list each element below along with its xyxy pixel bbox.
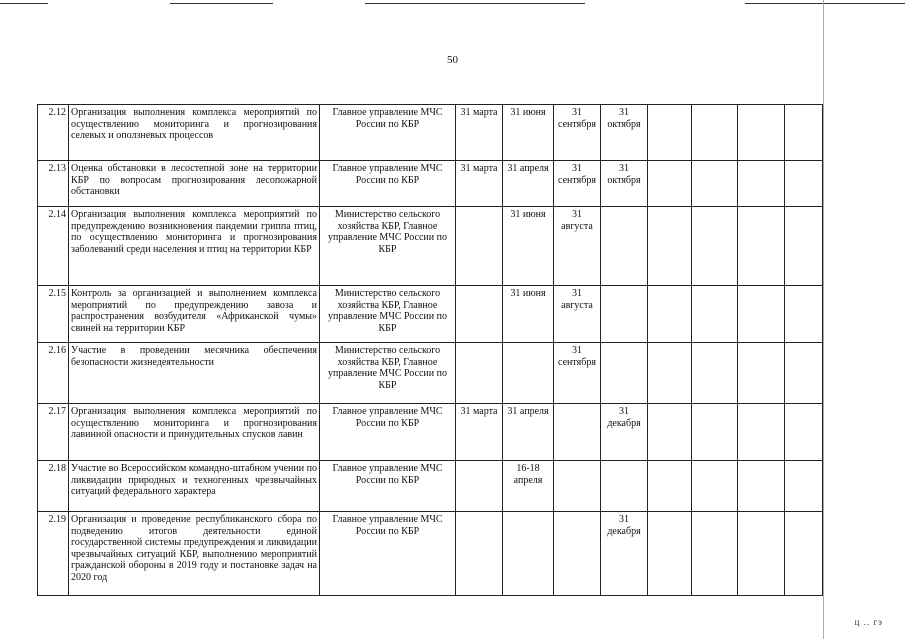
row-number: 2.13 — [38, 161, 69, 207]
event-description: Организация выполнения комплекса мероприятий по предупреждению возникновения пандемии гриппа птиц, по осуществлению мониторинга и прогнозирования заболеваний среди населения и птиц на территории КБР — [69, 207, 320, 286]
deadline-q4 — [601, 207, 648, 286]
plan-table — [37, 104, 823, 596]
table-row — [38, 207, 823, 286]
top-rule-3 — [365, 3, 585, 4]
deadline-q2: 31 апреля — [503, 161, 554, 207]
empty-cell — [648, 461, 692, 512]
deadline-q2: 31 апреля — [503, 404, 554, 461]
deadline-q3: 31 августа — [554, 207, 601, 286]
empty-cell — [648, 343, 692, 404]
empty-cell — [785, 512, 823, 596]
responsible-body: Министерство сельского хозяйства КБР, Главное управление МЧС России по КБР — [320, 343, 456, 404]
empty-cell — [692, 105, 738, 161]
responsible-body: Министерство сельского хозяйства КБР, Главное управление МЧС России по КБР — [320, 286, 456, 343]
top-rule-2 — [170, 3, 273, 4]
empty-cell — [785, 207, 823, 286]
empty-cell — [692, 461, 738, 512]
deadline-q4: 31 октября — [601, 161, 648, 207]
deadline-q2: 16-18 апреля — [503, 461, 554, 512]
deadline-q3: 31 сентября — [554, 343, 601, 404]
table-row — [38, 286, 823, 343]
page-number: 50 — [447, 54, 458, 66]
deadline-q4 — [601, 461, 648, 512]
empty-cell — [692, 343, 738, 404]
empty-cell — [785, 105, 823, 161]
event-description: Контроль за организацией и выполнением комплекса мероприятий по предупреждению завоза и распространения возбудителя «Африканской чумы» свиней на территории КБР — [69, 286, 320, 343]
row-number: 2.12 — [38, 105, 69, 161]
responsible-body: Главное управление МЧС России по КБР — [320, 105, 456, 161]
row-number: 2.15 — [38, 286, 69, 343]
row-number: 2.16 — [38, 343, 69, 404]
deadline-q1 — [456, 286, 503, 343]
table-row — [38, 404, 823, 461]
empty-cell — [738, 461, 785, 512]
empty-cell — [785, 404, 823, 461]
empty-cell — [785, 343, 823, 404]
table-row — [38, 105, 823, 161]
deadline-q4: 31 октября — [601, 105, 648, 161]
empty-cell — [738, 207, 785, 286]
deadline-q3: 31 сентября — [554, 105, 601, 161]
responsible-body: Министерство сельского хозяйства КБР, Главное управление МЧС России по КБР — [320, 207, 456, 286]
deadline-q3 — [554, 461, 601, 512]
deadline-q4 — [601, 286, 648, 343]
deadline-q1 — [456, 207, 503, 286]
empty-cell — [692, 404, 738, 461]
responsible-body: Главное управление МЧС России по КБР — [320, 461, 456, 512]
row-number: 2.19 — [38, 512, 69, 596]
corner-mark: ц .. гэ — [854, 617, 883, 627]
deadline-q1: 31 марта — [456, 161, 503, 207]
table-row — [38, 343, 823, 404]
margin-line — [823, 0, 824, 639]
deadline-q3 — [554, 404, 601, 461]
event-description: Оценка обстановки в лесостепной зоне на территории КБР по вопросам прогнозирования лесопожарной обстановки — [69, 161, 320, 207]
event-description: Организация выполнения комплекса мероприятий по осуществлению мониторинга и прогнозирования лавинной опасности и принудительных спусков лавин — [69, 404, 320, 461]
empty-cell — [692, 286, 738, 343]
empty-cell — [648, 207, 692, 286]
deadline-q4: 31 декабря — [601, 404, 648, 461]
empty-cell — [648, 105, 692, 161]
responsible-body: Главное управление МЧС России по КБР — [320, 161, 456, 207]
top-rule-4 — [745, 3, 905, 4]
deadline-q2: 31 июня — [503, 286, 554, 343]
event-description: Участие в проведении месячника обеспечения безопасности жизнедеятельности — [69, 343, 320, 404]
table-body — [38, 105, 823, 596]
row-number: 2.17 — [38, 404, 69, 461]
empty-cell — [648, 286, 692, 343]
empty-cell — [738, 343, 785, 404]
responsible-body: Главное управление МЧС России по КБР — [320, 512, 456, 596]
deadline-q1: 31 марта — [456, 105, 503, 161]
event-description: Организация выполнения комплекса мероприятий по осуществлению мониторинга и прогнозирования селевых и оползневых процессов — [69, 105, 320, 161]
empty-cell — [648, 512, 692, 596]
deadline-q1 — [456, 343, 503, 404]
event-description: Участие во Всероссийском командно-штабном учении по ликвидации природных и техногенных чрезвычайных ситуаций федерального характера — [69, 461, 320, 512]
empty-cell — [648, 404, 692, 461]
event-description: Организация и проведение республиканского сбора по подведению итогов деятельности единой государственной системы предупреждения и ликвидации чрезвычайных ситуаций КБР, выполнению мероприятий гражданской обороны в 2019 году и постановке задач на 2020 год — [69, 512, 320, 596]
top-rule-1 — [0, 3, 48, 4]
deadline-q3: 31 сентября — [554, 161, 601, 207]
empty-cell — [692, 512, 738, 596]
row-number: 2.18 — [38, 461, 69, 512]
table-row — [38, 461, 823, 512]
empty-cell — [738, 105, 785, 161]
responsible-body: Главное управление МЧС России по КБР — [320, 404, 456, 461]
empty-cell — [648, 161, 692, 207]
deadline-q2: 31 июня — [503, 105, 554, 161]
deadline-q3 — [554, 512, 601, 596]
empty-cell — [785, 161, 823, 207]
deadline-q2 — [503, 343, 554, 404]
deadline-q1 — [456, 461, 503, 512]
deadline-q2 — [503, 512, 554, 596]
deadline-q1: 31 марта — [456, 404, 503, 461]
empty-cell — [738, 404, 785, 461]
row-number: 2.14 — [38, 207, 69, 286]
empty-cell — [738, 286, 785, 343]
empty-cell — [692, 161, 738, 207]
table-row — [38, 161, 823, 207]
deadline-q4: 31 декабря — [601, 512, 648, 596]
empty-cell — [785, 461, 823, 512]
table-row — [38, 512, 823, 596]
empty-cell — [785, 286, 823, 343]
deadline-q2: 31 июня — [503, 207, 554, 286]
deadline-q1 — [456, 512, 503, 596]
empty-cell — [692, 207, 738, 286]
empty-cell — [738, 512, 785, 596]
empty-cell — [738, 161, 785, 207]
deadline-q3: 31 августа — [554, 286, 601, 343]
deadline-q4 — [601, 343, 648, 404]
